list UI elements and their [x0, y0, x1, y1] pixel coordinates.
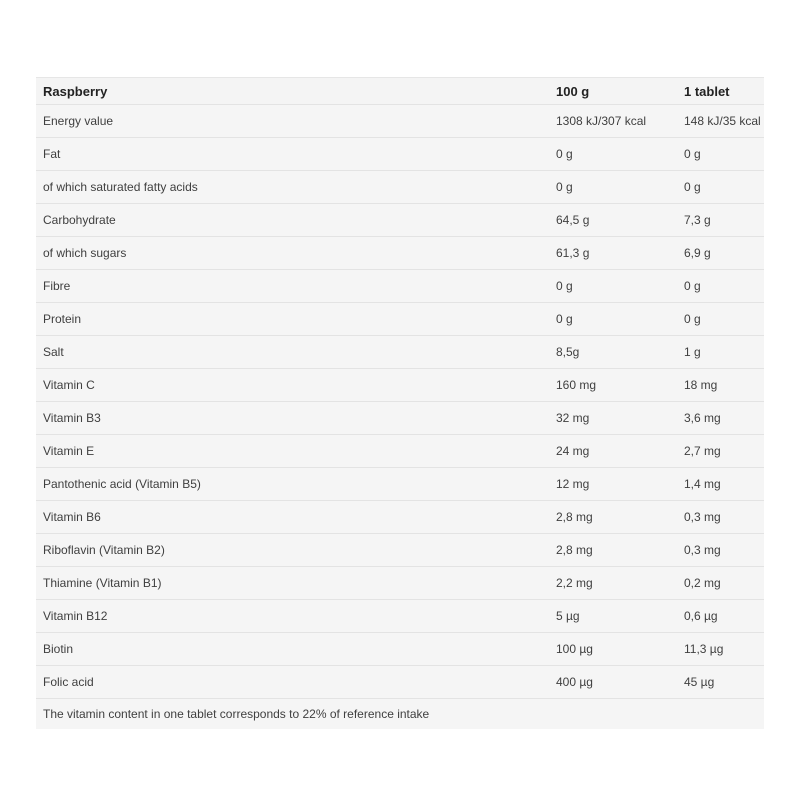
value-per-tablet: 0 g [684, 279, 701, 293]
value-per-100g: 61,3 g [556, 246, 590, 260]
table-row [36, 567, 764, 600]
value-per-tablet: 1,4 mg [684, 477, 721, 491]
value-per-tablet: 0 g [684, 312, 701, 326]
value-per-100g: 1308 kJ/307 kcal [556, 114, 647, 128]
table-row [36, 237, 764, 270]
value-per-tablet: 0,2 mg [684, 576, 721, 590]
value-per-100g: 0 g [556, 279, 573, 293]
table-row [36, 204, 764, 237]
value-per-100g: 400 µg [556, 675, 593, 689]
value-per-tablet: 0,6 µg [684, 609, 718, 623]
nutrient-name: Salt [43, 345, 64, 359]
value-per-tablet: 2,7 mg [684, 444, 721, 458]
table-row [36, 501, 764, 534]
value-per-tablet: 3,6 mg [684, 411, 721, 425]
value-per-100g: 24 mg [556, 444, 590, 458]
value-per-100g: 12 mg [556, 477, 590, 491]
nutrient-name: Fat [43, 147, 61, 161]
table-row [36, 336, 764, 369]
value-per-tablet: 0 g [684, 180, 701, 194]
nutrition-table [36, 77, 764, 729]
value-per-tablet: 0 g [684, 147, 701, 161]
nutrient-name: of which saturated fatty acids [43, 180, 198, 194]
value-per-tablet: 11,3 µg [684, 642, 724, 656]
table-row [36, 435, 764, 468]
value-per-100g: 0 g [556, 312, 573, 326]
table-footnote-row [36, 699, 764, 729]
value-per-tablet: 0,3 mg [684, 510, 721, 524]
value-per-100g: 2,2 mg [556, 576, 593, 590]
value-per-tablet: 45 µg [684, 675, 715, 689]
nutrient-name: Protein [43, 312, 82, 326]
nutrient-name: Carbohydrate [43, 213, 116, 227]
table-row [36, 600, 764, 633]
value-per-tablet: 0,3 mg [684, 543, 721, 557]
nutrient-name: Vitamin B12 [43, 609, 108, 623]
value-per-100g: 2,8 mg [556, 543, 593, 557]
value-per-tablet: 18 mg [684, 378, 718, 392]
value-per-tablet: 6,9 g [684, 246, 711, 260]
table-row [36, 666, 764, 699]
nutrient-name: Vitamin E [43, 444, 95, 458]
table-row [36, 633, 764, 666]
header-product-name: Raspberry [43, 83, 108, 99]
nutrient-name: Fibre [43, 279, 71, 293]
value-per-100g: 100 µg [556, 642, 593, 656]
footnote: The vitamin content in one tablet corresponds to 22% of reference intake [43, 707, 430, 721]
value-per-tablet: 1 g [684, 345, 701, 359]
nutrient-name: Energy value [43, 114, 114, 128]
table-row [36, 468, 764, 501]
value-per-100g: 5 µg [556, 609, 580, 623]
value-per-100g: 2,8 mg [556, 510, 593, 524]
table-row [36, 303, 764, 336]
nutrient-name: Pantothenic acid (Vitamin B5) [43, 477, 201, 491]
table-row [36, 105, 764, 138]
value-per-100g: 160 mg [556, 378, 597, 392]
nutrient-name: Thiamine (Vitamin B1) [43, 576, 162, 590]
nutrient-name: Vitamin B3 [43, 411, 101, 425]
nutrient-name: Vitamin C [43, 378, 95, 392]
table-row [36, 369, 764, 402]
nutrient-name: of which sugars [43, 246, 127, 260]
header-per-tablet: 1 tablet [684, 83, 730, 99]
table-row [36, 402, 764, 435]
nutrient-name: Vitamin B6 [43, 510, 101, 524]
value-per-100g: 0 g [556, 147, 573, 161]
table-row [36, 534, 764, 567]
nutrient-name: Riboflavin (Vitamin B2) [43, 543, 165, 557]
nutrient-name: Biotin [43, 642, 74, 656]
table-row [36, 138, 764, 171]
value-per-100g: 64,5 g [556, 213, 590, 227]
value-per-100g: 0 g [556, 180, 573, 194]
table-row [36, 270, 764, 303]
header-per-100g: 100 g [556, 83, 590, 99]
value-per-100g: 8,5g [556, 345, 580, 359]
table-row [36, 171, 764, 204]
table-header-row [36, 78, 764, 105]
nutrient-name: Folic acid [43, 675, 94, 689]
value-per-tablet: 7,3 g [684, 213, 711, 227]
value-per-tablet: 148 kJ/35 kcal [684, 114, 761, 128]
value-per-100g: 32 mg [556, 411, 590, 425]
